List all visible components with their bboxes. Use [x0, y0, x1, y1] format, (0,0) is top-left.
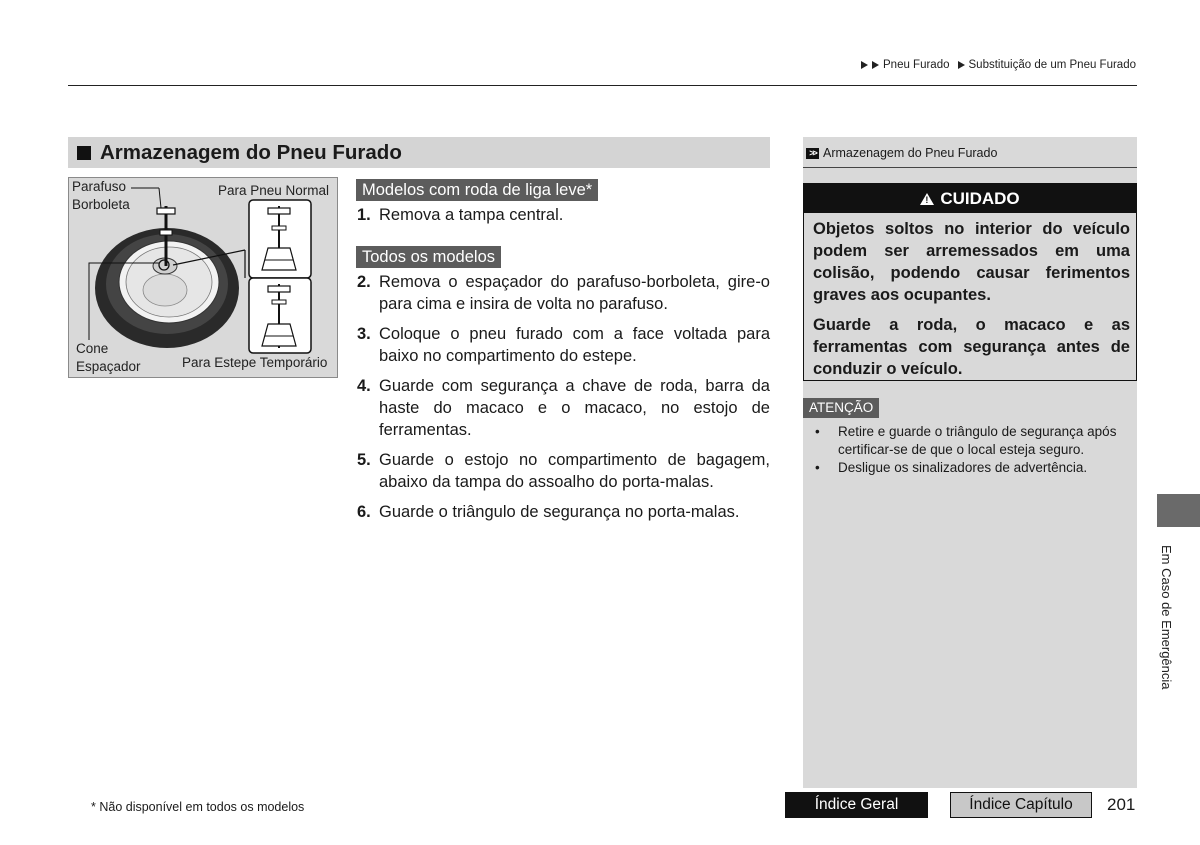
page-number: 201	[1107, 795, 1136, 814]
spare-tire-illustration	[68, 177, 338, 378]
caution-box	[803, 183, 1137, 381]
step-text: Remova o espaçador do parafuso-borboleta, gire-o para cima e insira de volta no parafuso.	[379, 273, 770, 313]
step-4	[357, 375, 770, 441]
side-heading[interactable]	[806, 146, 997, 160]
section-title	[68, 137, 770, 168]
bullet-dot-icon: •	[815, 424, 820, 439]
step-text: Guarde o triângulo de segurança no porta-malas.	[379, 503, 740, 521]
section-title-text: Armazenagem do Pneu Furado	[100, 140, 402, 164]
bullet-text: Desligue os sinalizadores de advertência.	[838, 460, 1088, 475]
step-number: 2.	[357, 273, 371, 291]
step-text: Guarde o estojo no compartimento de bagagem, abaixo da tampa do assoalho do porta-malas.	[379, 451, 770, 491]
bullet-text: Retire e guarde o triângulo de segurança após certificar-se de que o local esteja seguro.	[838, 424, 1117, 457]
double-chevron-icon: >>	[806, 148, 819, 159]
arrow-icon	[861, 61, 868, 69]
attention-tag: ATENÇÃO	[803, 398, 879, 418]
warning-triangle-icon: !	[920, 193, 934, 205]
step-number: 3.	[357, 325, 371, 343]
step-number: 4.	[357, 377, 371, 395]
label-wing-bolt: Borboleta	[72, 197, 130, 212]
label-temporary-spare: Para Estepe Temporário	[182, 355, 328, 370]
caution-paragraph: Guarde a roda, o macaco e as ferramentas com segurança antes de conduzir o veículo.	[813, 316, 1130, 378]
label-cone: Cone	[76, 341, 109, 356]
label-wing-bolt: Parafuso	[72, 179, 127, 194]
step-text: Remova a tampa central.	[379, 206, 564, 224]
step-number: 5.	[357, 451, 371, 469]
caution-header	[804, 184, 1136, 213]
top-divider	[68, 85, 1137, 86]
label-normal-tire: Para Pneu Normal	[218, 183, 330, 198]
arrow-icon	[958, 61, 965, 69]
chapter-label	[1159, 545, 1187, 695]
step-3	[357, 323, 770, 367]
step-6	[357, 501, 770, 523]
square-bullet-icon	[77, 146, 91, 160]
attention-bullet	[815, 423, 1133, 458]
side-heading-text: Armazenagem do Pneu Furado	[823, 146, 998, 160]
caution-paragraph: Objetos soltos no interior do veículo podem ser arremessados em uma colisão, podendo causar ferimentos graves aos ocupantes.	[813, 220, 1130, 304]
tag-all-models: Todos os modelos	[356, 246, 501, 268]
step-2	[357, 271, 770, 315]
step-text: Guarde com segurança a chave de roda, barra da haste do macaco e o macaco, no estojo de ferramentas.	[379, 377, 770, 439]
step-number: 1.	[357, 206, 371, 224]
footnote: * Não disponível em todos os modelos	[91, 800, 305, 814]
bullet-dot-icon: •	[815, 460, 820, 475]
index-general-button[interactable]: Índice Geral	[785, 792, 928, 818]
breadcrumb-item[interactable]: Substituição de um Pneu Furado	[968, 59, 1136, 71]
chapter-thumb-tab[interactable]	[1157, 494, 1200, 527]
step-text: Coloque o pneu furado com a face voltada para baixo no compartimento do estepe.	[379, 325, 770, 365]
breadcrumb	[861, 59, 1136, 71]
label-spacer: Espaçador	[76, 359, 141, 374]
tag-alloy-models: Modelos com roda de liga leve*	[356, 179, 598, 201]
step-1	[357, 204, 770, 226]
attention-bullet	[815, 459, 1133, 477]
chapter-label-text: Em Caso de Emergência	[1159, 545, 1174, 690]
side-divider	[803, 167, 1137, 168]
breadcrumb-item[interactable]: Pneu Furado	[883, 59, 950, 71]
step-number: 6.	[357, 503, 371, 521]
step-5	[357, 449, 770, 493]
arrow-icon	[872, 61, 879, 69]
index-chapter-button[interactable]: Índice Capítulo	[950, 792, 1092, 818]
caution-title: CUIDADO	[940, 188, 1020, 208]
